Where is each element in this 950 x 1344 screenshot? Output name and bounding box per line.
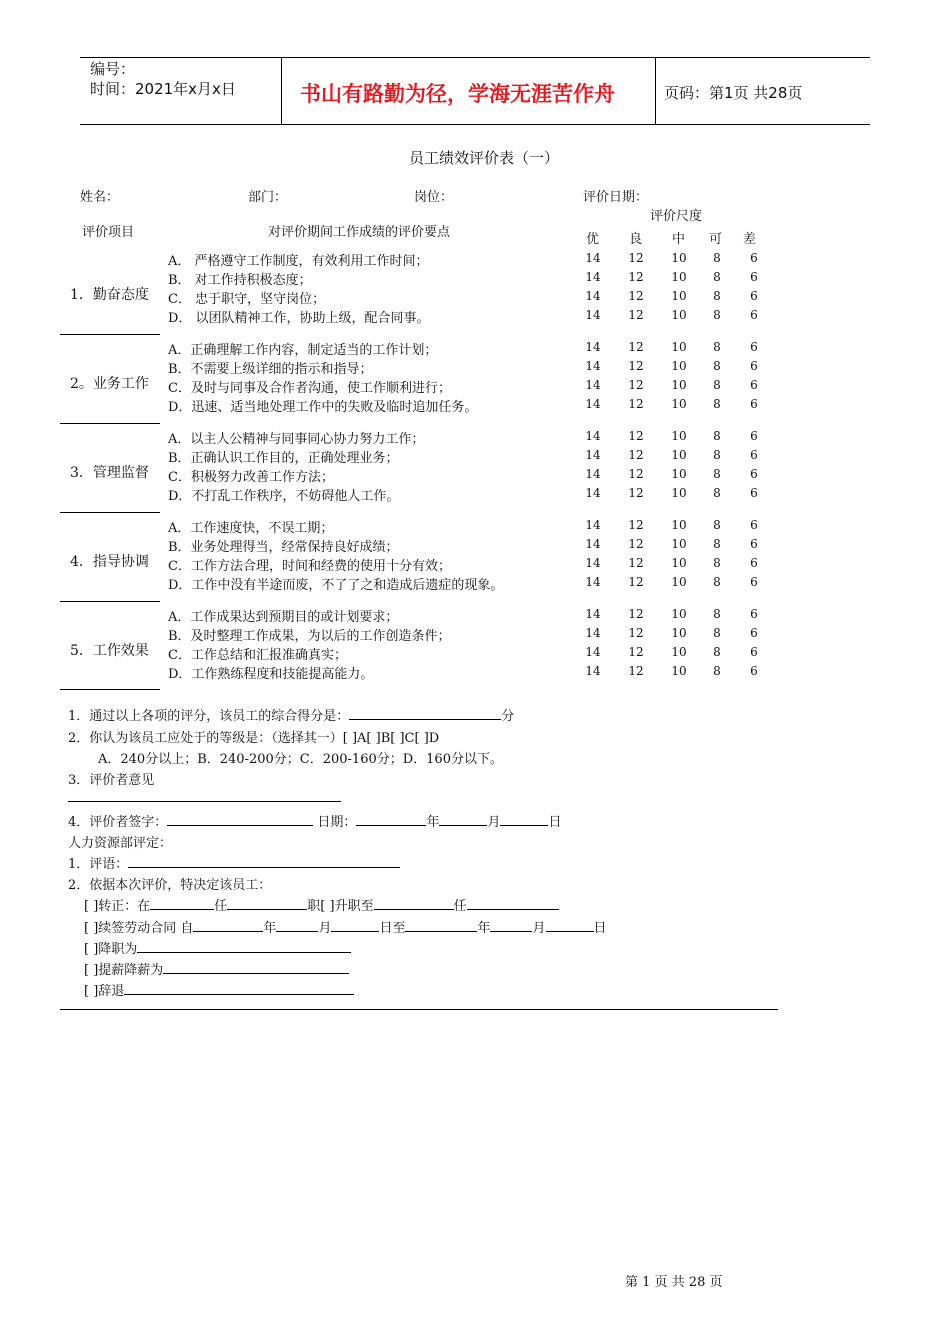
date-label: 日期： xyxy=(317,815,357,830)
renew-checkbox-label[interactable]: [ ]续签劳动合同 自 xyxy=(84,921,194,936)
score-value[interactable]: 8 xyxy=(713,575,721,589)
grade-question[interactable]: 2．你认为该员工应处于的等级是：（选择其一）[ ]A[ ]B[ ]C[ ]D xyxy=(68,731,440,746)
score-value[interactable]: 12 xyxy=(628,556,644,570)
criterion-item: B．正确认识工作目的，正确处理业务； xyxy=(168,451,399,466)
score-value[interactable]: 10 xyxy=(671,340,687,354)
score-value[interactable]: 14 xyxy=(585,251,601,265)
score-value[interactable]: 10 xyxy=(671,626,687,640)
header-divider-right xyxy=(655,57,656,125)
score-value[interactable]: 14 xyxy=(585,308,601,322)
score-value[interactable]: 10 xyxy=(671,556,687,570)
score-value[interactable]: 14 xyxy=(585,289,601,303)
dept-field-label: 部门： xyxy=(248,190,288,205)
page-footer: 第 1 页 共 28 页 xyxy=(625,1275,723,1290)
confirm-row xyxy=(84,895,559,914)
score-value[interactable]: 12 xyxy=(628,448,644,462)
score-value[interactable]: 6 xyxy=(750,448,758,462)
date-field-label: 评价日期： xyxy=(583,190,649,205)
ren-label-2: 任 xyxy=(453,899,467,914)
score-value[interactable]: 6 xyxy=(750,429,758,443)
category-rule xyxy=(60,334,160,335)
score-value[interactable]: 10 xyxy=(671,664,687,678)
score-value[interactable]: 6 xyxy=(750,251,758,265)
score-value[interactable]: 8 xyxy=(713,378,721,392)
score-value[interactable]: 10 xyxy=(671,486,687,500)
score-value[interactable]: 8 xyxy=(713,645,721,659)
score-value[interactable]: 6 xyxy=(750,359,758,373)
page-code: 页码：第1页 共28页 xyxy=(664,84,803,102)
score-value[interactable]: 12 xyxy=(628,486,644,500)
item-column-header: 评价项目 xyxy=(82,225,135,240)
score-value[interactable]: 10 xyxy=(671,537,687,551)
score-value[interactable]: 6 xyxy=(750,378,758,392)
grade-fair: 可 xyxy=(709,232,723,247)
points-column-header: 对评价期间工作成绩的评价要点 xyxy=(268,225,451,240)
category-name: 1．勤奋态度 xyxy=(70,287,149,303)
score-value[interactable]: 14 xyxy=(585,645,601,659)
score-value[interactable]: 14 xyxy=(585,467,601,481)
year-label: 年 xyxy=(426,815,440,830)
score-value[interactable]: 8 xyxy=(713,448,721,462)
confirm-post-blank[interactable] xyxy=(227,895,307,910)
score-value[interactable]: 14 xyxy=(585,340,601,354)
score-value[interactable]: 14 xyxy=(585,626,601,640)
criterion-item: D． 以团队精神工作，协助上级，配合同事。 xyxy=(168,311,430,326)
category-name: 3．管理监督 xyxy=(70,465,149,481)
dismiss-checkbox-label[interactable]: [ ]辞退 xyxy=(84,984,125,999)
criterion-item: C．及时与同事及合作者沟通，使工作顺利进行； xyxy=(168,381,451,396)
renew-to-day-blank[interactable] xyxy=(546,917,594,932)
salary-blank[interactable] xyxy=(163,959,349,974)
criterion-item: D．工作中没有半途而废，不了了之和造成后遗症的现象。 xyxy=(168,578,504,593)
score-value[interactable]: 10 xyxy=(671,429,687,443)
score-value[interactable]: 6 xyxy=(750,340,758,354)
criterion-item: D．工作熟练程度和技能提高能力。 xyxy=(168,667,374,682)
criterion-item: B． 对工作持积极态度； xyxy=(168,273,312,288)
score-value[interactable]: 12 xyxy=(628,518,644,532)
criterion-item: C．积极努力改善工作方法； xyxy=(168,470,334,485)
score-value[interactable]: 12 xyxy=(628,308,644,322)
score-value[interactable]: 6 xyxy=(750,537,758,551)
promote-post-blank[interactable] xyxy=(467,895,559,910)
score-value[interactable]: 10 xyxy=(671,378,687,392)
score-value[interactable]: 8 xyxy=(713,429,721,443)
day-label: 日 xyxy=(593,921,607,936)
ren-label: 任 xyxy=(214,899,228,914)
promote-to-blank[interactable] xyxy=(374,895,454,910)
motto: 书山有路勤为径，学海无涯苦作舟 xyxy=(300,82,615,106)
score-value[interactable]: 12 xyxy=(628,626,644,640)
score-value[interactable]: 12 xyxy=(628,664,644,678)
score-value[interactable]: 12 xyxy=(628,645,644,659)
score-value[interactable]: 8 xyxy=(713,664,721,678)
score-value[interactable]: 6 xyxy=(750,607,758,621)
header-bottom-rule xyxy=(80,124,870,125)
score-value[interactable]: 8 xyxy=(713,289,721,303)
demote-row xyxy=(84,938,351,957)
score-value[interactable]: 8 xyxy=(713,518,721,532)
score-value[interactable]: 8 xyxy=(713,607,721,621)
post-field-label: 岗位： xyxy=(414,190,454,205)
score-value[interactable]: 6 xyxy=(750,270,758,284)
year-blank[interactable] xyxy=(356,811,426,826)
score-value[interactable]: 12 xyxy=(628,270,644,284)
score-value[interactable]: 12 xyxy=(628,289,644,303)
demote-checkbox-label[interactable]: [ ]降职为 xyxy=(84,942,138,957)
name-field-label: 姓名： xyxy=(80,190,120,205)
score-value[interactable]: 8 xyxy=(713,467,721,481)
header-divider-left xyxy=(281,57,282,125)
dismiss-row xyxy=(84,980,354,999)
hr-title: 人力资源部评定： xyxy=(68,836,173,851)
score-value[interactable]: 12 xyxy=(628,467,644,481)
score-value[interactable]: 6 xyxy=(750,289,758,303)
score-value[interactable]: 8 xyxy=(713,556,721,570)
promote-checkbox-label[interactable]: 职[ ]升职至 xyxy=(307,899,374,914)
score-value[interactable]: 10 xyxy=(671,448,687,462)
score-value[interactable]: 6 xyxy=(750,518,758,532)
score-value[interactable]: 10 xyxy=(671,359,687,373)
category-name: 5．工作效果 xyxy=(70,643,149,659)
category-rule xyxy=(60,512,160,513)
score-value[interactable]: 14 xyxy=(585,664,601,678)
score-value[interactable]: 6 xyxy=(750,575,758,589)
score-value[interactable]: 6 xyxy=(750,486,758,500)
criterion-item: A．工作成果达到预期目的或计划要求； xyxy=(168,610,399,625)
year-label: 年 xyxy=(263,921,277,936)
score-value[interactable]: 6 xyxy=(750,397,758,411)
score-value[interactable]: 12 xyxy=(628,359,644,373)
criterion-item: B．及时整理工作成果，为以后的工作创造条件； xyxy=(168,629,451,644)
criterion-item: C． 忠于职守，坚守岗位； xyxy=(168,292,326,307)
evaluator-signature-row xyxy=(68,811,561,830)
score-value[interactable]: 12 xyxy=(628,575,644,589)
renew-contract-row xyxy=(84,917,607,936)
grade-options: A．240分以上；B．240-200分；C．200-160分；D．160分以下。 xyxy=(98,752,503,767)
score-value[interactable]: 10 xyxy=(671,397,687,411)
signature-label: 4．评价者签字： xyxy=(68,815,168,830)
score-value[interactable]: 14 xyxy=(585,448,601,462)
form-title: 员工绩效评价表（一） xyxy=(409,149,560,167)
category-name: 2。业务工作 xyxy=(70,376,149,392)
month-label: 月 xyxy=(487,815,501,830)
grade-excellent: 优 xyxy=(586,232,600,247)
demote-blank[interactable] xyxy=(137,938,351,953)
score-value[interactable]: 14 xyxy=(585,537,601,551)
score-value[interactable]: 8 xyxy=(713,359,721,373)
day-blank[interactable] xyxy=(500,811,548,826)
score-value[interactable]: 10 xyxy=(671,467,687,481)
score-value[interactable]: 10 xyxy=(671,607,687,621)
points-unit: 分 xyxy=(501,709,515,724)
criterion-item: B．业务处理得当，经常保持良好成绩； xyxy=(168,540,399,555)
category-name: 4．指导协调 xyxy=(70,554,149,570)
score-value[interactable]: 10 xyxy=(671,308,687,322)
score-value[interactable]: 6 xyxy=(750,556,758,570)
score-value[interactable]: 8 xyxy=(713,486,721,500)
score-value[interactable]: 10 xyxy=(671,518,687,532)
score-value[interactable]: 12 xyxy=(628,378,644,392)
comment-blank[interactable] xyxy=(128,853,400,868)
serial-label: 编号： xyxy=(90,60,136,78)
day-to-label: 日至 xyxy=(379,921,406,936)
grade-good: 良 xyxy=(629,232,643,247)
renew-to-month-blank[interactable] xyxy=(490,917,532,932)
day-label: 日 xyxy=(548,815,562,830)
score-value[interactable]: 6 xyxy=(750,467,758,481)
score-value[interactable]: 10 xyxy=(671,270,687,284)
criterion-item: B．不需要上级详细的指示和指导； xyxy=(168,362,373,377)
score-value[interactable]: 6 xyxy=(750,645,758,659)
renew-from-month-blank[interactable] xyxy=(276,917,318,932)
hr-decision-label: 2．依据本次评价，特决定该员工： xyxy=(68,878,272,893)
form-end-rule xyxy=(60,1009,778,1010)
salary-row xyxy=(84,959,349,978)
score-value[interactable]: 8 xyxy=(713,251,721,265)
time-label: 时间：2021年x月x日 xyxy=(90,80,236,98)
score-value[interactable]: 10 xyxy=(671,645,687,659)
criterion-item: A．工作速度快，不误工期； xyxy=(168,521,334,536)
score-value[interactable]: 14 xyxy=(585,556,601,570)
grade-poor: 差 xyxy=(743,232,757,247)
month-label: 月 xyxy=(318,921,332,936)
score-value[interactable]: 12 xyxy=(628,340,644,354)
score-value[interactable]: 10 xyxy=(671,251,687,265)
criterion-item: D．迅速、适当地处理工作中的失败及临时追加任务。 xyxy=(168,400,478,415)
score-value[interactable]: 14 xyxy=(585,575,601,589)
score-value[interactable]: 14 xyxy=(585,518,601,532)
score-value[interactable]: 10 xyxy=(671,289,687,303)
score-value[interactable]: 14 xyxy=(585,359,601,373)
opinion-blank[interactable] xyxy=(68,801,341,802)
score-value[interactable]: 14 xyxy=(585,397,601,411)
signature-blank[interactable] xyxy=(167,811,313,826)
comment-label: 1．评语： xyxy=(68,857,129,872)
score-value[interactable]: 8 xyxy=(713,308,721,322)
criterion-item: C．工作总结和汇报准确真实； xyxy=(168,648,347,663)
score-value[interactable]: 8 xyxy=(713,537,721,551)
month-blank[interactable] xyxy=(439,811,487,826)
score-value[interactable]: 12 xyxy=(628,251,644,265)
score-value[interactable]: 10 xyxy=(671,575,687,589)
salary-checkbox-label[interactable]: [ ]提薪降薪为 xyxy=(84,963,164,978)
score-value[interactable]: 12 xyxy=(628,607,644,621)
evaluator-opinion-label: 3．评价者意见 xyxy=(68,773,155,788)
total-score-blank[interactable] xyxy=(349,705,501,720)
category-rule xyxy=(60,601,160,602)
criterion-item: A． 严格遵守工作制度，有效利用工作时间； xyxy=(168,254,429,269)
score-value[interactable]: 6 xyxy=(750,664,758,678)
month-label: 月 xyxy=(532,921,546,936)
score-value[interactable]: 8 xyxy=(713,626,721,640)
hr-comment-row xyxy=(68,853,400,872)
score-value[interactable]: 12 xyxy=(628,429,644,443)
grade-average: 中 xyxy=(672,232,686,247)
score-value[interactable]: 8 xyxy=(713,270,721,284)
scale-header: 评价尺度 xyxy=(650,209,703,224)
criterion-item: A．正确理解工作内容，制定适当的工作计划； xyxy=(168,343,438,358)
renew-to-year-blank[interactable] xyxy=(405,917,477,932)
score-value[interactable]: 14 xyxy=(585,429,601,443)
score-value[interactable]: 14 xyxy=(585,270,601,284)
criterion-item: C．工作方法合理，时间和经费的使用十分有效； xyxy=(168,559,451,574)
score-value[interactable]: 6 xyxy=(750,308,758,322)
score-value[interactable]: 12 xyxy=(628,397,644,411)
score-value[interactable]: 12 xyxy=(628,537,644,551)
renew-from-day-blank[interactable] xyxy=(331,917,379,932)
total-score-question xyxy=(68,705,514,724)
year-label: 年 xyxy=(477,921,491,936)
score-value[interactable]: 14 xyxy=(585,607,601,621)
criterion-item: D．不打乱工作秩序，不妨碍他人工作。 xyxy=(168,489,400,504)
category-rule xyxy=(60,689,160,690)
criterion-item: A．以主人公精神与同事同心协力努力工作； xyxy=(168,432,425,447)
total-score-label: 1．通过以上各项的评分，该员工的综合得分是： xyxy=(68,709,350,724)
category-rule xyxy=(60,423,160,424)
score-value[interactable]: 8 xyxy=(713,397,721,411)
confirm-checkbox-label[interactable]: [ ]转正：在 xyxy=(84,899,151,914)
confirm-from-blank[interactable] xyxy=(150,895,214,910)
renew-from-year-blank[interactable] xyxy=(193,917,263,932)
dismiss-blank[interactable] xyxy=(124,980,354,995)
score-value[interactable]: 6 xyxy=(750,626,758,640)
score-value[interactable]: 8 xyxy=(713,340,721,354)
score-value[interactable]: 14 xyxy=(585,486,601,500)
header-top-rule xyxy=(80,57,870,58)
score-value[interactable]: 14 xyxy=(585,378,601,392)
